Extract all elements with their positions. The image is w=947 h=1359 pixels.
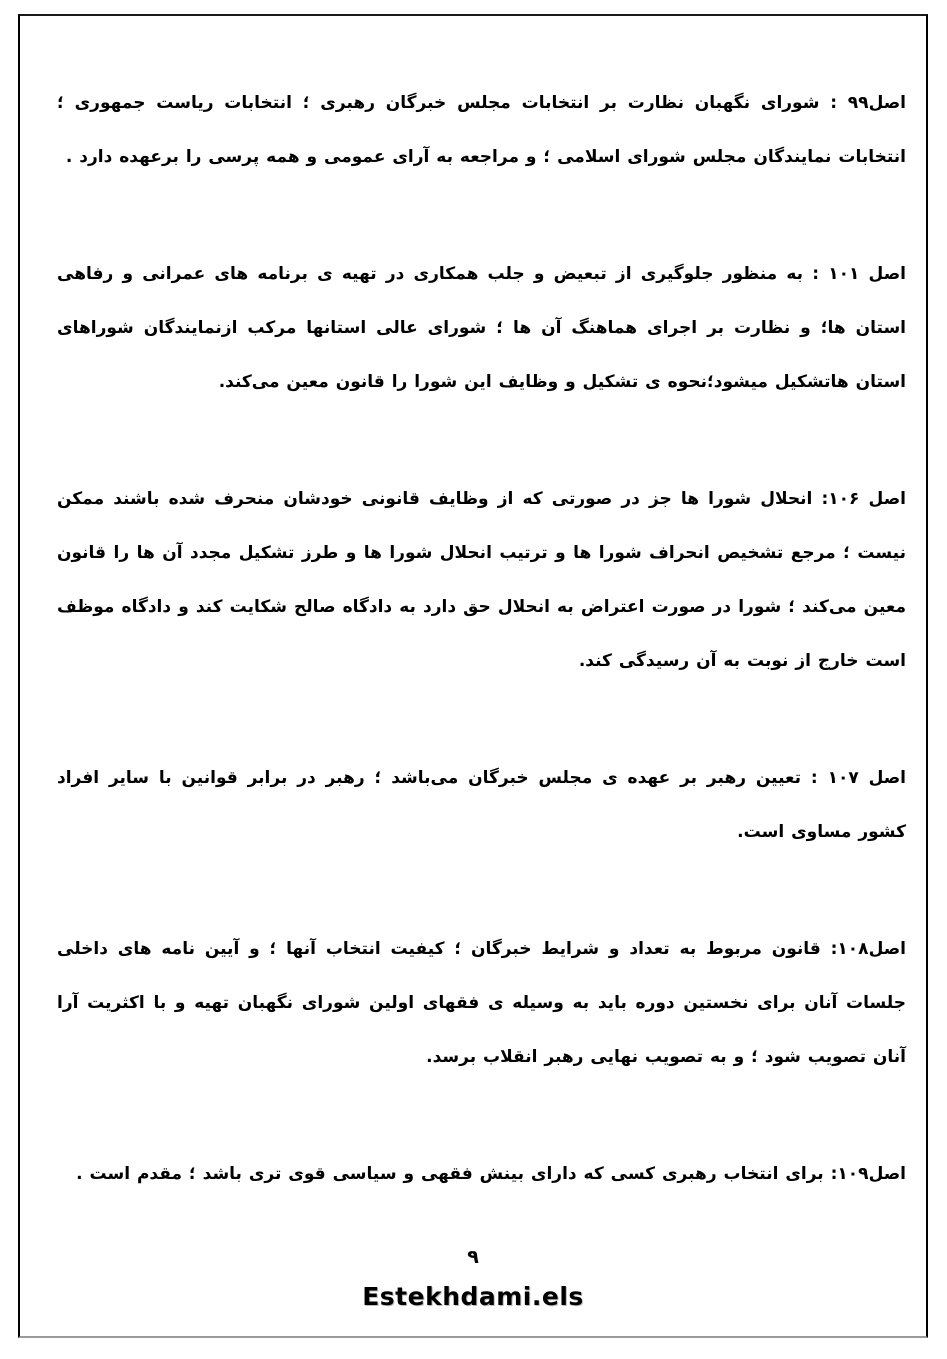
article-99-paragraph: اصل۹۹ : شورای نگهبان نظارت بر انتخابات مجلس خبرگان رهبری ؛ انتخابات ریاست جمهوری ؛ انتخابات نمایندگان مجلس شورای اسلامی ؛ و مراجعه به آرای عمومی و همه پرسی را برعهده دارد . (57, 93, 906, 167)
article-107-paragraph: اصل ۱۰۷ : تعیین رهبر بر عهده ی مجلس خبرگان می‌باشد ؛ رهبر در برابر قوانین با سایر افراد کشور مساوی است. (57, 768, 906, 842)
article-108-paragraph: اصل۱۰۸: قانون مربوط به تعداد و شرایط خبرگان ؛ کیفیت انتخاب آنها ؛ و آیین نامه های داخلی جلسات آنان برای نخستین دوره باید به وسیله ی فقهای اولین شورای نگهبان تهیه و با اکثریت آرا آنان تصویب شود ؛ و به تصویب نهایی رهبر انقلاب برسد. (57, 939, 906, 1067)
document-page-border (18, 14, 928, 1338)
page-number: ۹ (467, 1246, 479, 1268)
article-101-paragraph: اصل ۱۰۱ : به منظور جلوگیری از تبعیض و جلب همکاری در تهیه ی برنامه های عمرانی و رفاهی استان ها؛ و نظارت بر اجرای هماهنگ آن ها ؛ شورای عالی استانها مرکب ازنمایندگان شوراهای استان هاتشکیل میشود؛نحوه ی تشکیل و وظایف این شورا را قانون معین می‌کند. (57, 264, 906, 392)
article-109-paragraph: اصل۱۰۹: برای انتخاب رهبری کسی که دارای بینش فقهی و سیاسی قوی تری باشد ؛ مقدم است . (76, 1164, 906, 1184)
article-106-paragraph: اصل ۱۰۶: انحلال شورا ها جز در صورتی که از وظایف قانونی خودشان منحرف شده باشند ممکن نیست ؛ مرجع تشخیص انحراف شورا ها و ترتیب انحلال شورا ها و طرز تشکیل مجدد آن ها را قانون معین می‌کند ؛ شورا در صورت اعتراض به انحلال حق دارد به دادگاه صالح شکایت کند و دادگاه موظف است خارج از نوبت به آن رسیدگی کند. (57, 489, 906, 671)
document-body (20, 16, 926, 1264)
brand-watermark: Estekhdami.els (362, 1282, 584, 1311)
